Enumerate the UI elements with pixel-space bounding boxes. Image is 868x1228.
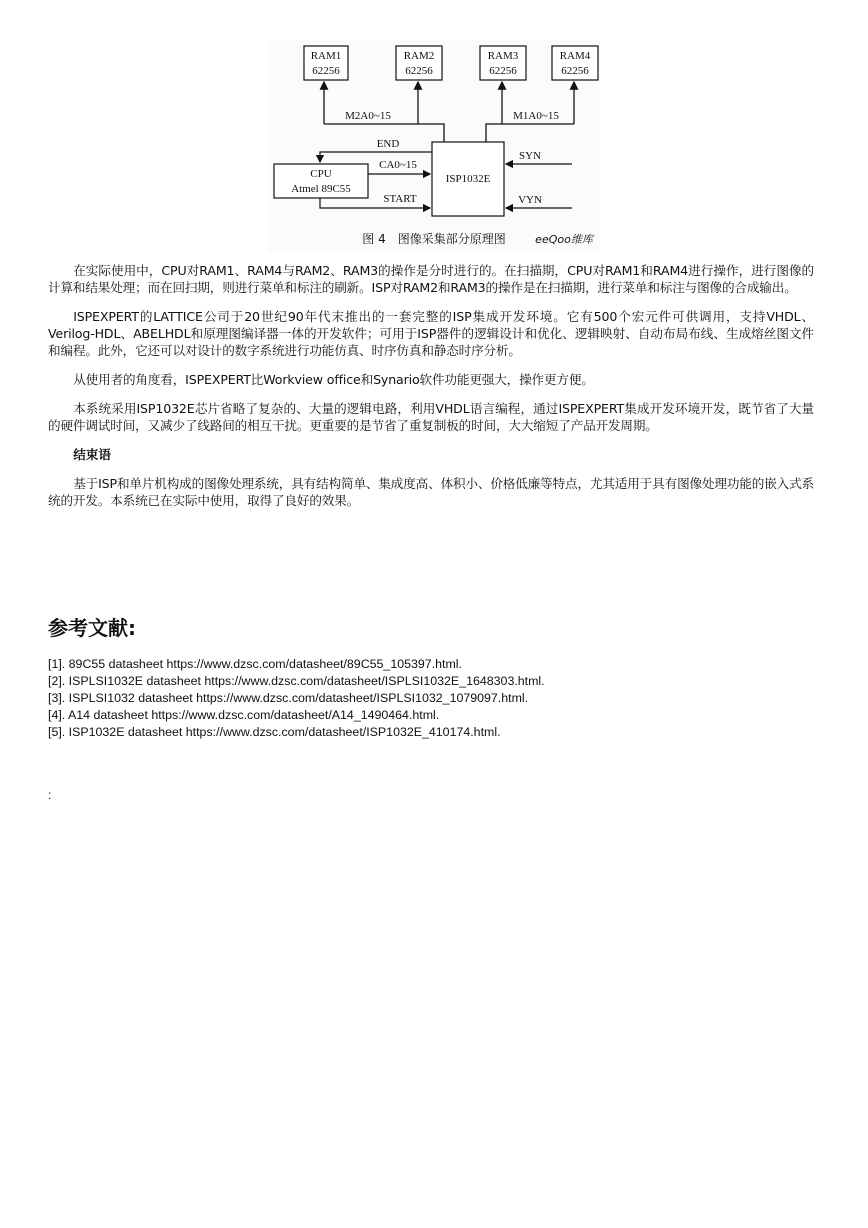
conclusion-heading: 结束语 xyxy=(73,447,111,462)
figure-caption: 图 4 图像采集部分原理图 xyxy=(362,232,506,246)
ram4-part: 62256 xyxy=(561,65,589,77)
references-title: 参考文献: xyxy=(48,616,136,640)
isp-label: ISP1032E xyxy=(445,173,491,185)
signal-start-label: START xyxy=(383,193,417,205)
ram3-label: RAM3 xyxy=(487,50,519,62)
paragraph-1: 在实际使用中，CPU对RAM1、RAM4与RAM2、RAM3的操作是分时进行的。在扫描期，CPU对RAM1和RAM4进行操作，进行图像的计算和结果处理；而在回扫期，则进行菜单和标注的刷新。ISP对RAM2和RAM3的操作是在扫描期，进行菜单和标注与图像的合成输出。 xyxy=(48,263,814,295)
figure-image-acquisition xyxy=(268,40,600,252)
ram3-box xyxy=(480,46,526,80)
isp-box xyxy=(432,142,504,216)
ram2-box xyxy=(396,46,442,80)
signal-ca-label: CA0~15 xyxy=(379,159,417,171)
cpu-model: Atmel 89C55 xyxy=(291,183,351,195)
ram2-label: RAM2 xyxy=(403,50,435,62)
ram1-label: RAM1 xyxy=(310,50,342,62)
bus-m1-label: M1A0~15 xyxy=(513,110,559,122)
paragraph-3: 从使用者的角度看，ISPEXPERT比Workview office和Synario软件功能更强大，操作更方便。 xyxy=(73,372,594,387)
signal-vyn-label: VYN xyxy=(518,194,542,206)
trailing-mark: : xyxy=(48,788,52,802)
article-body xyxy=(48,262,814,521)
paragraph-5: 基于ISP和单片机构成的图像处理系统，具有结构简单、集成度高、体积小、价格低廉等特点，尤其适用于具有图像处理功能的嵌入式系统的开发。本系统已在实际中使用，取得了良好的效果。 xyxy=(48,476,814,508)
reference-item[interactable]: [5]. ISP1032E datasheet https://www.dzsc.com/datasheet/ISP1032E_410174.html. xyxy=(48,725,501,739)
reference-item[interactable]: [2]. ISPLSI1032E datasheet https://www.dzsc.com/datasheet/ISPLSI1032E_1648303.html. xyxy=(48,674,545,688)
paragraph-4: 本系统采用ISP1032E芯片省略了复杂的、大量的逻辑电路，利用VHDL语言编程，通过ISPEXPERT集成开发环境开发，既节省了大量的硬件调试时间，又减少了线路间的相互干扰。更重要的是节省了重复制板的时间，大大缩短了产品开发周期。 xyxy=(48,401,814,433)
signal-end-label: END xyxy=(376,138,400,150)
references-list xyxy=(48,656,545,741)
cpu-label: CPU xyxy=(310,168,332,180)
ram1-part: 62256 xyxy=(312,65,340,77)
cpu-box xyxy=(274,164,368,198)
ram4-label: RAM4 xyxy=(559,50,591,62)
reference-item[interactable]: [3]. ISPLSI1032 datasheet https://www.dzsc.com/datasheet/ISPLSI1032_1079097.html. xyxy=(48,691,529,705)
ram3-part: 62256 xyxy=(489,65,517,77)
signal-syn-label: SYN xyxy=(518,150,542,162)
bus-m2-label: M2A0~15 xyxy=(345,110,391,122)
block-diagram xyxy=(268,40,600,252)
reference-item[interactable]: [4]. A14 datasheet https://www.dzsc.com/datasheet/A14_1490464.html. xyxy=(48,708,440,722)
paragraph-2: ISPEXPERT的LATTICE公司于20世纪90年代末推出的一套完整的ISP集成开发环境。它有500个宏元件可供调用，支持VHDL、Verilog-HDL、ABELHDL和原理图编译器一体的开发软件；可用于ISP器件的逻辑设计和优化、逻辑映射、自动布局布线、生成熔丝图文件和编程。此外，它还可以对设计的数字系统进行功能仿真、时序仿真和静态时序分析。 xyxy=(48,309,814,358)
watermark: eeQoo维库 xyxy=(535,233,593,246)
ram2-part: 62256 xyxy=(405,65,433,77)
reference-item[interactable]: [1]. 89C55 datasheet https://www.dzsc.com/datasheet/89C55_105397.html. xyxy=(48,657,462,671)
ram1-box xyxy=(304,46,348,80)
ram4-box xyxy=(552,46,598,80)
